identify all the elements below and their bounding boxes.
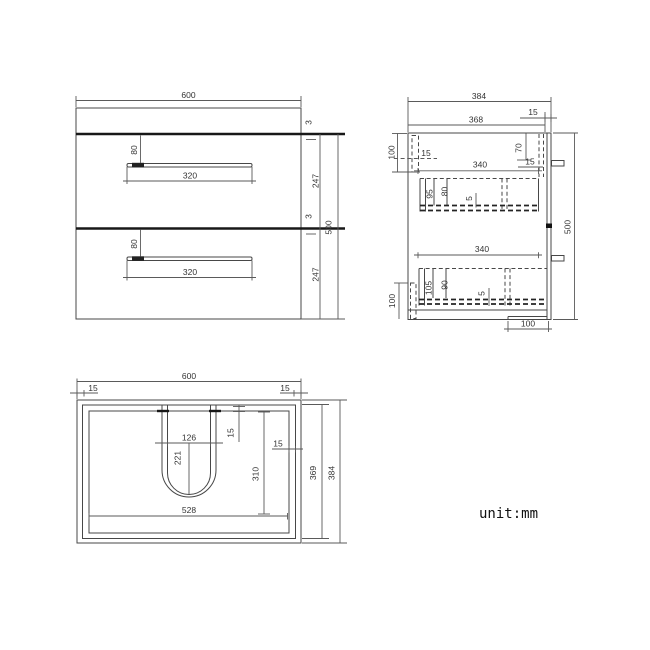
side-top-rail: [412, 136, 419, 173]
dim-front-handle1-width: [123, 167, 256, 184]
dim-label: 384: [326, 465, 337, 481]
side-back-connector-mark: [546, 224, 552, 229]
dim-label: 80: [129, 145, 139, 155]
front-drawer1-handle: [127, 163, 252, 168]
dim-label: 384: [471, 91, 487, 101]
dim-front-handle2-width: [123, 261, 256, 281]
dim-label: 368: [468, 114, 484, 125]
front-view: [76, 90, 345, 319]
side-view: [387, 91, 579, 332]
dim-label: 15: [225, 428, 236, 438]
dim-front-handle1-offset: [129, 136, 141, 164]
dim-label: 100: [387, 293, 397, 309]
side-wall-bracket-top: [552, 161, 565, 167]
plan-view: [70, 371, 347, 543]
dim-label: 15: [528, 107, 538, 117]
dim-label: 310: [250, 466, 261, 482]
dim-plan-overhang-right: [280, 383, 308, 397]
dim-label: 221: [172, 450, 183, 466]
dim-drawer1-side-height: 95: [424, 189, 435, 199]
dim-plan-depth-inner: [302, 405, 329, 539]
dim-label-total-height: 500: [323, 220, 334, 235]
dim-label: 528: [181, 505, 197, 515]
dim-side-rail-bottom-height: [387, 283, 408, 319]
dim-label: 15: [273, 438, 283, 449]
dim-label: 340: [472, 159, 488, 170]
side-bottom-rail: [411, 283, 417, 319]
dim-label: 320: [182, 267, 198, 277]
dim-label: 15: [88, 383, 98, 393]
dim-plan-inner-width: [89, 505, 288, 520]
dim-label: 340: [474, 244, 490, 254]
dim-side-rail-top-height: [387, 134, 421, 173]
dim-label: 320: [182, 170, 198, 181]
dim-label: 100: [386, 145, 397, 160]
dim-drawer2-inner-height: 90: [439, 280, 450, 290]
dim-side-rail-top-thickness: [394, 148, 437, 159]
dim-side-kick-recess: [504, 319, 552, 333]
side-drawer1-box: [420, 179, 539, 212]
dim-label: 15: [525, 156, 535, 167]
dim-drawer1-inner-height: 80: [439, 186, 450, 197]
dim-label: 126: [181, 432, 197, 443]
dim-front-height-chain: [304, 120, 339, 319]
dim-drawer2-bottom: 5: [476, 291, 487, 296]
handle1-dim-arrow: [132, 163, 144, 168]
dim-drawer1-bottom: 5: [464, 196, 474, 201]
dim-label: 600: [181, 371, 197, 381]
dim-side-depth-inner: [408, 112, 545, 132]
side-drawer2-box: [419, 269, 547, 307]
dim-plan-width: [77, 371, 301, 399]
dim-side-drawer2-depth: [414, 244, 542, 258]
dim-label: 369: [308, 465, 318, 481]
dim-plan-overhang-left: [70, 383, 98, 397]
dim-label: 70: [513, 143, 524, 153]
dim-label: 80: [129, 239, 139, 249]
dim-label-gap-top: 3: [303, 120, 314, 125]
dim-front-handle2-offset: [129, 230, 141, 257]
dim-front-width: [76, 90, 301, 107]
handle2-dim-arrow: [132, 256, 144, 261]
dim-drawer2-side-height: 105: [423, 280, 434, 296]
dim-label-gap-mid: 3: [303, 214, 314, 219]
dim-label-drawer2-height: 247: [310, 267, 321, 282]
side-wall-bracket-bottom: [552, 256, 565, 262]
dim-label: 600: [181, 90, 196, 100]
front-drawer2-handle: [127, 256, 252, 261]
dim-label: 15: [421, 148, 431, 158]
unit-label: unit:mm: [479, 506, 539, 522]
dim-plan-inner-depth: [251, 412, 271, 514]
dim-label: 15: [280, 383, 290, 393]
dim-plan-side-wall: [272, 439, 303, 453]
dim-label: 100: [520, 318, 536, 329]
dim-label-drawer1-height: 247: [310, 173, 321, 189]
front-cabinet-outline: [76, 108, 301, 319]
dim-plan-cutout-depth: [173, 443, 190, 494]
dim-label: 500: [562, 219, 573, 235]
